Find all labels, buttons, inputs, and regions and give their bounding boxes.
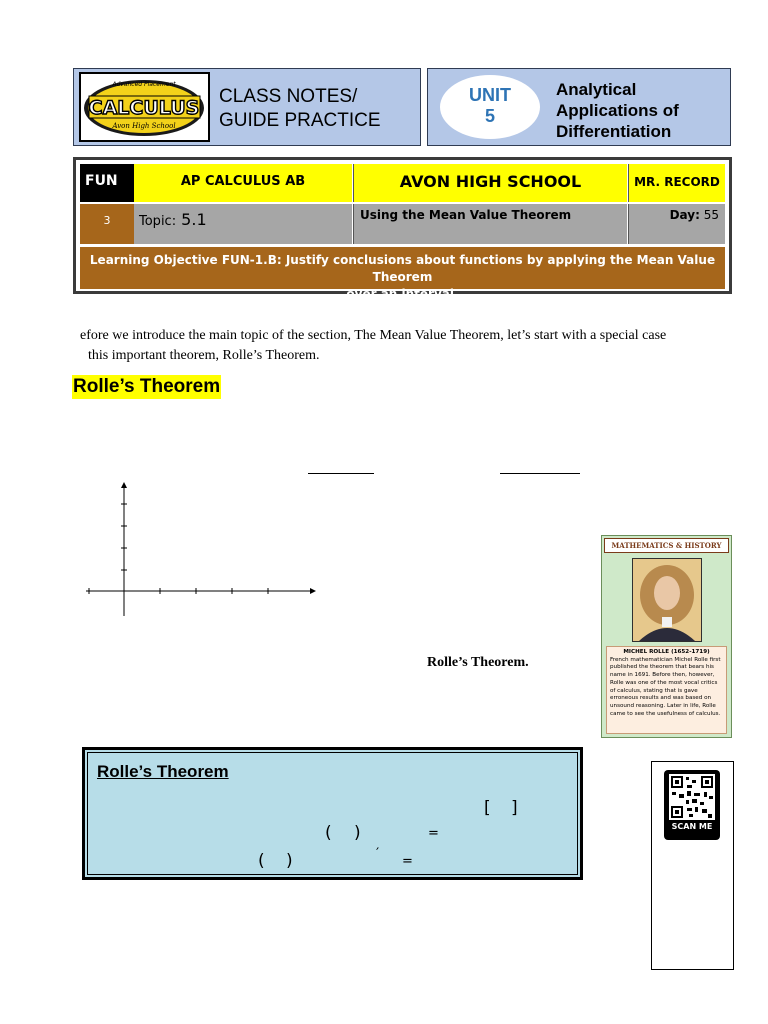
intro-line1: efore we introduce the main topic of the section, The Mean Value Theorem, let’s start with a special case: [80, 328, 667, 343]
school-cell: AVON HIGH SCHOOL: [353, 164, 627, 202]
portrait-icon: [633, 559, 701, 641]
history-card-text: [606, 646, 727, 734]
logo-top-text: Advanced Placement: [112, 81, 176, 88]
intro-line2: this important theorem, Rolle’s Theorem.: [88, 348, 320, 363]
logo-main-text: CALCULUS: [88, 97, 200, 119]
michel-rolle-portrait: [632, 558, 702, 642]
topic-label: Topic:: [139, 214, 177, 229]
paren-open-2: (: [258, 851, 265, 871]
class-notes-line1: CLASS NOTES/: [219, 86, 358, 107]
paren-open-1: (: [325, 823, 332, 843]
mathematics-history-card: [601, 535, 732, 738]
equals-sign-1: =: [428, 826, 439, 841]
qr-code[interactable]: [664, 770, 720, 840]
learning-objective: [80, 247, 725, 301]
unit-badge: [440, 75, 540, 139]
unit-title: [556, 79, 679, 142]
paren-close-2: ): [286, 851, 293, 871]
qr-code-icon: [669, 774, 715, 820]
scan-me-label: SCAN ME: [671, 822, 713, 831]
topic-cell: [134, 204, 352, 244]
day-cell: [628, 204, 725, 244]
rolle-theorem-bold-text: Rolle’s Theorem.: [427, 655, 529, 670]
number-cell: 3: [80, 204, 134, 244]
objective-line2: over an interval.: [346, 287, 459, 301]
unit-title-line2: Applications of: [556, 101, 679, 120]
day-value: 55: [703, 208, 719, 222]
qr-code-panel: [651, 761, 734, 970]
history-card-title: MATHEMATICS & HISTORY: [604, 538, 729, 553]
interval-bracket-open: [: [484, 798, 491, 818]
objective-line1: Learning Objective FUN-1.B: Justify conclusions about functions by applying the Mean Value Theorem: [89, 253, 716, 284]
class-notes-title: [219, 85, 381, 133]
equals-sign-2: =: [402, 854, 413, 869]
logo-school-text: Avon High School: [112, 122, 176, 130]
interval-bracket-close: ]: [511, 798, 518, 818]
unit-number: 5: [484, 106, 495, 126]
info-table: [73, 157, 732, 301]
topic-value: 5.1: [181, 210, 207, 229]
coordinate-axes: [84, 482, 318, 620]
header-class-notes: [73, 68, 421, 146]
unit-title-line1: Analytical: [556, 80, 637, 99]
rolle-theorem-heading: Rolle’s Theorem: [73, 376, 221, 397]
rolle-theorem-box: [82, 747, 583, 880]
topic-title-cell: Using the Mean Value Theorem: [353, 204, 627, 244]
paren-close-1: ): [354, 823, 361, 843]
calculus-logo-graphic: [81, 74, 208, 140]
day-label: Day:: [669, 208, 700, 222]
class-notes-line2: GUIDE PRACTICE: [219, 110, 381, 131]
prime-mark: ′: [376, 846, 380, 862]
qr-pattern: [669, 774, 715, 820]
history-body: French mathematician Michel Rolle first published the theorem that bears his name in 1691. Before then, however, Rolle was one of the most vocal critics of calculus, stating that is gave erroneous results and was based on unsound reasoning. Later in life, Rolle came to see the usefulness of calculus.: [610, 656, 721, 717]
intro-paragraph: [80, 326, 666, 366]
fill-blank-1[interactable]: [308, 473, 374, 474]
calculus-logo: [79, 72, 210, 142]
theorem-box-title: Rolle’s Theorem: [97, 762, 229, 781]
unit-title-line3: Differentiation: [556, 122, 672, 141]
header-unit: [427, 68, 731, 146]
course-cell: AP CALCULUS AB: [134, 164, 352, 202]
teacher-cell: MR. RECORD: [628, 164, 725, 202]
unit-label: UNIT: [469, 85, 511, 105]
fill-blank-2[interactable]: [500, 473, 580, 474]
history-name: MICHEL ROLLE (1652-1719): [623, 649, 710, 655]
fun-cell: FUN: [80, 164, 134, 202]
